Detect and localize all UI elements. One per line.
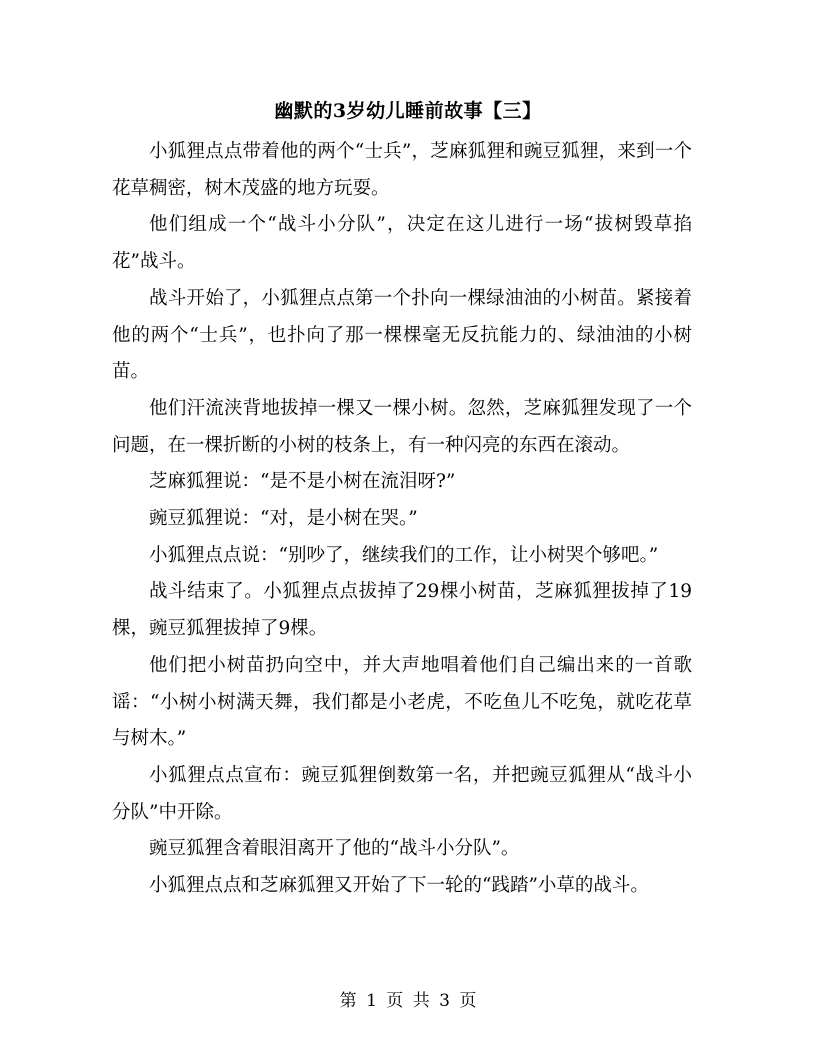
paragraph: 小狐狸点点宣布：豌豆狐狸倒数第一名，并把豌豆狐狸从“战斗小分队”中开除。: [112, 764, 692, 823]
paragraph: 战斗开始了，小狐狸点点第一个扑向一棵绿油油的小树苗。紧接着他的两个“士兵”，也扑向了那一棵棵毫无反抗能力的、绿油油的小树苗。: [112, 287, 692, 383]
paragraph: 他们组成一个“战斗小分队”，决定在这儿进行一场“拔树毁草掐花”战斗。: [112, 214, 692, 273]
paragraph: 战斗结束了。小狐狸点点拔掉了29棵小树苗，芝麻狐狸拔掉了19棵，豌豆狐狸拔掉了9棵。: [112, 581, 692, 640]
paragraph: 小狐狸点点带着他的两个“士兵”，芝麻狐狸和豌豆狐狸，来到一个花草稠密，树木茂盛的地方玩耍。: [112, 141, 692, 199]
document-body: [112, 134, 692, 905]
paragraph: 豌豆狐狸含着眼泪离开了他的“战斗小分队”。: [149, 838, 520, 860]
paragraph: 他们汗流浃背地拔掉一棵又一棵小树。忽然，芝麻狐狸发现了一个问题，在一棵折断的小树的枝条上，有一种闪亮的东西在滚动。: [112, 397, 692, 456]
paragraph: 小狐狸点点和芝麻狐狸又开始了下一轮的“践踏”小草的战斗。: [149, 875, 649, 897]
paragraph: 小狐狸点点说：“别吵了，继续我们的工作，让小树哭个够吧。”: [149, 544, 659, 566]
paragraph: 芝麻狐狸说：“是不是小树在流泪呀?”: [149, 471, 456, 493]
document-title: 幽默的3岁幼儿睡前故事【三】: [274, 100, 542, 122]
page-number-footer: 第 1 页 共 3 页: [339, 991, 477, 1011]
paragraph: 他们把小树苗扔向空中，并大声地唱着他们自己编出来的一首歌谣：“小树小树满天舞，我们都是小老虎，不吃鱼儿不吃兔，就吃花草与树木。”: [112, 654, 692, 750]
paragraph: 豌豆狐狸说：“对，是小树在哭。”: [149, 508, 418, 530]
